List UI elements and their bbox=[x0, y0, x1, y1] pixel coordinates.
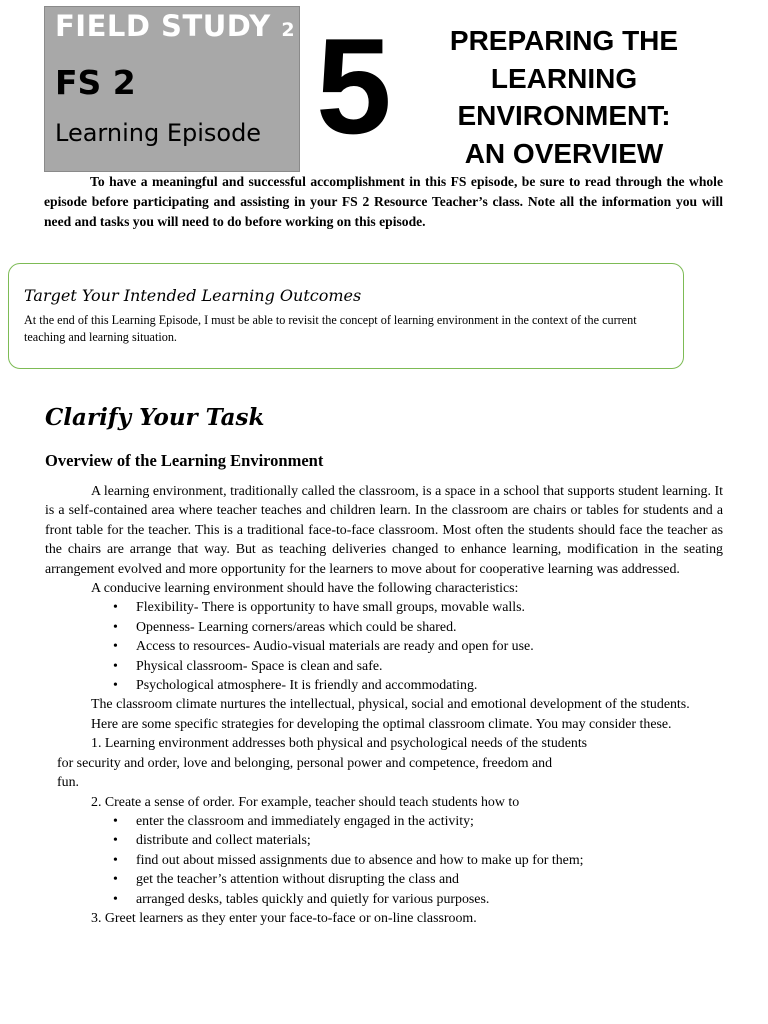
list-item: • find out about missed assignments due to absence and how to make up for them; bbox=[113, 851, 723, 870]
list-item: • get the teacher’s attention without disrupting the class and bbox=[113, 870, 723, 889]
title-line: AN OVERVIEW bbox=[464, 137, 664, 169]
title-line: LEARNING bbox=[490, 62, 638, 94]
paragraph: A conducive learning environment should have the following characteristics: bbox=[91, 581, 519, 597]
intro-paragraph: To have a meaningful and successful accomplishment in this FS episode, be sure to read through the whole episode before participating and assisting in your FS 2 Resource Teacher’s class. Note all the information you will need and tasks you will need to do before working on this episode. bbox=[44, 174, 723, 229]
field-study-header-box bbox=[44, 6, 300, 172]
list-item: • Openness- Learning corners/areas which could be shared. bbox=[113, 618, 723, 637]
overview-body bbox=[45, 482, 723, 928]
list-item: • Physical classroom- Space is clean and safe. bbox=[113, 657, 723, 676]
outcomes-text: At the end of this Learning Episode, I must be able to revisit the concept of learning environment in the context of the current teaching and learning situation. bbox=[24, 313, 637, 344]
list-item: • Psychological atmosphere- It is friendly and accommodating. bbox=[113, 676, 723, 695]
page-title bbox=[420, 22, 708, 172]
title-line: PREPARING THE bbox=[449, 25, 679, 56]
learning-outcomes-box bbox=[8, 263, 684, 369]
paragraph: A learning environment, traditionally called the classroom, is a space in a school that supports student learning. It is a self-contained area where teacher teaches and children learn. In the classroom are chairs or tables for students and a front table for the teacher. This is a traditional face-to-face classroom. Most often the students should face the teacher as the chairs are arrange that way. But as teaching deliveries changed to enhance learning, modification in the seating arrangement evolved and more opportunity for the learners to move about for cooperative learning was addressed. bbox=[45, 484, 723, 577]
course-code: FS 2 bbox=[55, 63, 136, 102]
strategy-continuation: fun. bbox=[57, 775, 79, 791]
paragraph: Here are some specific strategies for developing the optimal classroom climate. You may consider these. bbox=[91, 716, 672, 732]
list-item: • enter the classroom and immediately engaged in the activity; bbox=[113, 812, 723, 831]
episode-label: Learning Episode bbox=[55, 119, 262, 147]
title-line: ENVIRONMENT: bbox=[457, 100, 671, 131]
list-item: • Access to resources- Audio-visual materials are ready and open for use. bbox=[113, 637, 723, 656]
strategy-item: 2. Create a sense of order. For example, teacher should teach students how to bbox=[91, 794, 520, 810]
paragraph: The classroom climate nurtures the intellectual, physical, social and emotional development of the students. bbox=[91, 697, 690, 713]
order-list bbox=[45, 812, 723, 909]
clarify-heading: Clarify Your Task bbox=[45, 404, 265, 431]
field-study-label: FIELD STUDY 2 bbox=[55, 9, 296, 43]
episode-number: 5 bbox=[316, 10, 392, 162]
characteristics-list bbox=[45, 598, 723, 695]
strategy-item: 3. Greet learners as they enter your face-to-face or on-line classroom. bbox=[91, 910, 477, 926]
list-item: • Flexibility- There is opportunity to have small groups, movable walls. bbox=[113, 598, 723, 617]
list-item: • arranged desks, tables quickly and quietly for various purposes. bbox=[113, 890, 723, 909]
outcomes-title: Target Your Intended Learning Outcomes bbox=[24, 286, 362, 305]
strategy-item: 1. Learning environment addresses both physical and psychological needs of the students bbox=[91, 736, 588, 752]
list-item: • distribute and collect materials; bbox=[113, 831, 723, 850]
strategy-continuation: for security and order, love and belonging, personal power and competence, freedom and bbox=[57, 755, 553, 771]
overview-subheading: Overview of the Learning Environment bbox=[45, 451, 324, 470]
